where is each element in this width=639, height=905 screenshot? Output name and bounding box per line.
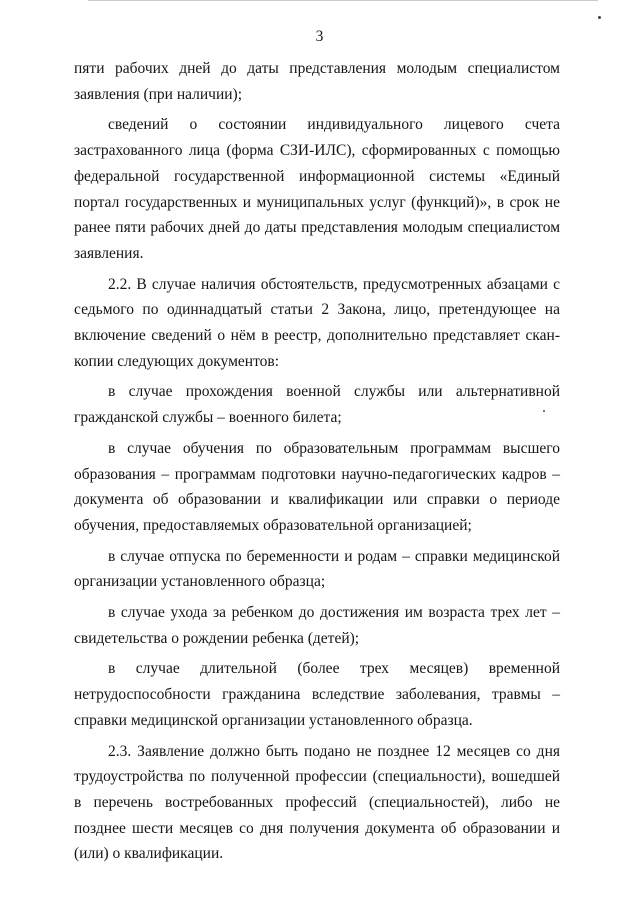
paragraph-child-care: в случае ухода за ребенком до достижения им возраста трех лет – свидетельства о рождении ребенка (детей);	[74, 604, 560, 647]
paragraph-continuation: пяти рабочих дней до даты представления молодым специалистом заявления (при наличии);	[74, 60, 560, 103]
paragraph-military-service: в случае прохождения военной службы или альтернативной гражданской службы – военного билета;	[74, 383, 560, 427]
paragraph-2-3: 2.3. Заявление должно быть подано не позднее 12 месяцев со дня трудоустройства по полученной профессии (специальности), вошедшей в перечень востребованных профессий (специальностей), либо не позднее шести месяцев со дня получения документа об образовании и (или) о квалификации.	[74, 742, 560, 863]
paragraph-maternity-leave: в случае отпуска по беременности и родам – справки медицинской организации установленного образца;	[74, 547, 560, 591]
document-body	[74, 56, 560, 868]
scan-top-edge-line	[88, 0, 598, 2]
paragraph-szi-ils: сведений о состоянии индивидуального лицевого счета застрахованного лица (форма СЗИ-ИЛС), сформированных с помощью федеральной государственной информационной системы «Единый портал государственных и муниципальных услуг (функций)», в срок не ранее пяти рабочих дней до даты представления молодым специалистом заявления.	[74, 116, 560, 262]
paragraph-disability: в случае длительной (более трех месяцев) временной нетрудоспособности гражданина вследствие заболевания, травмы – справки медицинской организации установленного образца.	[74, 660, 560, 729]
paragraph-2-2: 2.2. В случае наличия обстоятельств, предусмотренных абзацами с седьмого по одиннадцатый статьи 2 Закона, лицо, претендующее на включение сведений о нём в реестр, дополнительно представляет скан-копии следующих документов:	[74, 275, 560, 370]
paragraph-education: в случае обучения по образовательным программам высшего образования – программам подготовки научно-педагогических кадров – документа об образовании и квалификации или справки о периоде обучения, предоставляемых образовательной организацией;	[74, 439, 560, 534]
scan-speck-top-right	[598, 16, 601, 19]
page-number: 3	[315, 28, 324, 45]
